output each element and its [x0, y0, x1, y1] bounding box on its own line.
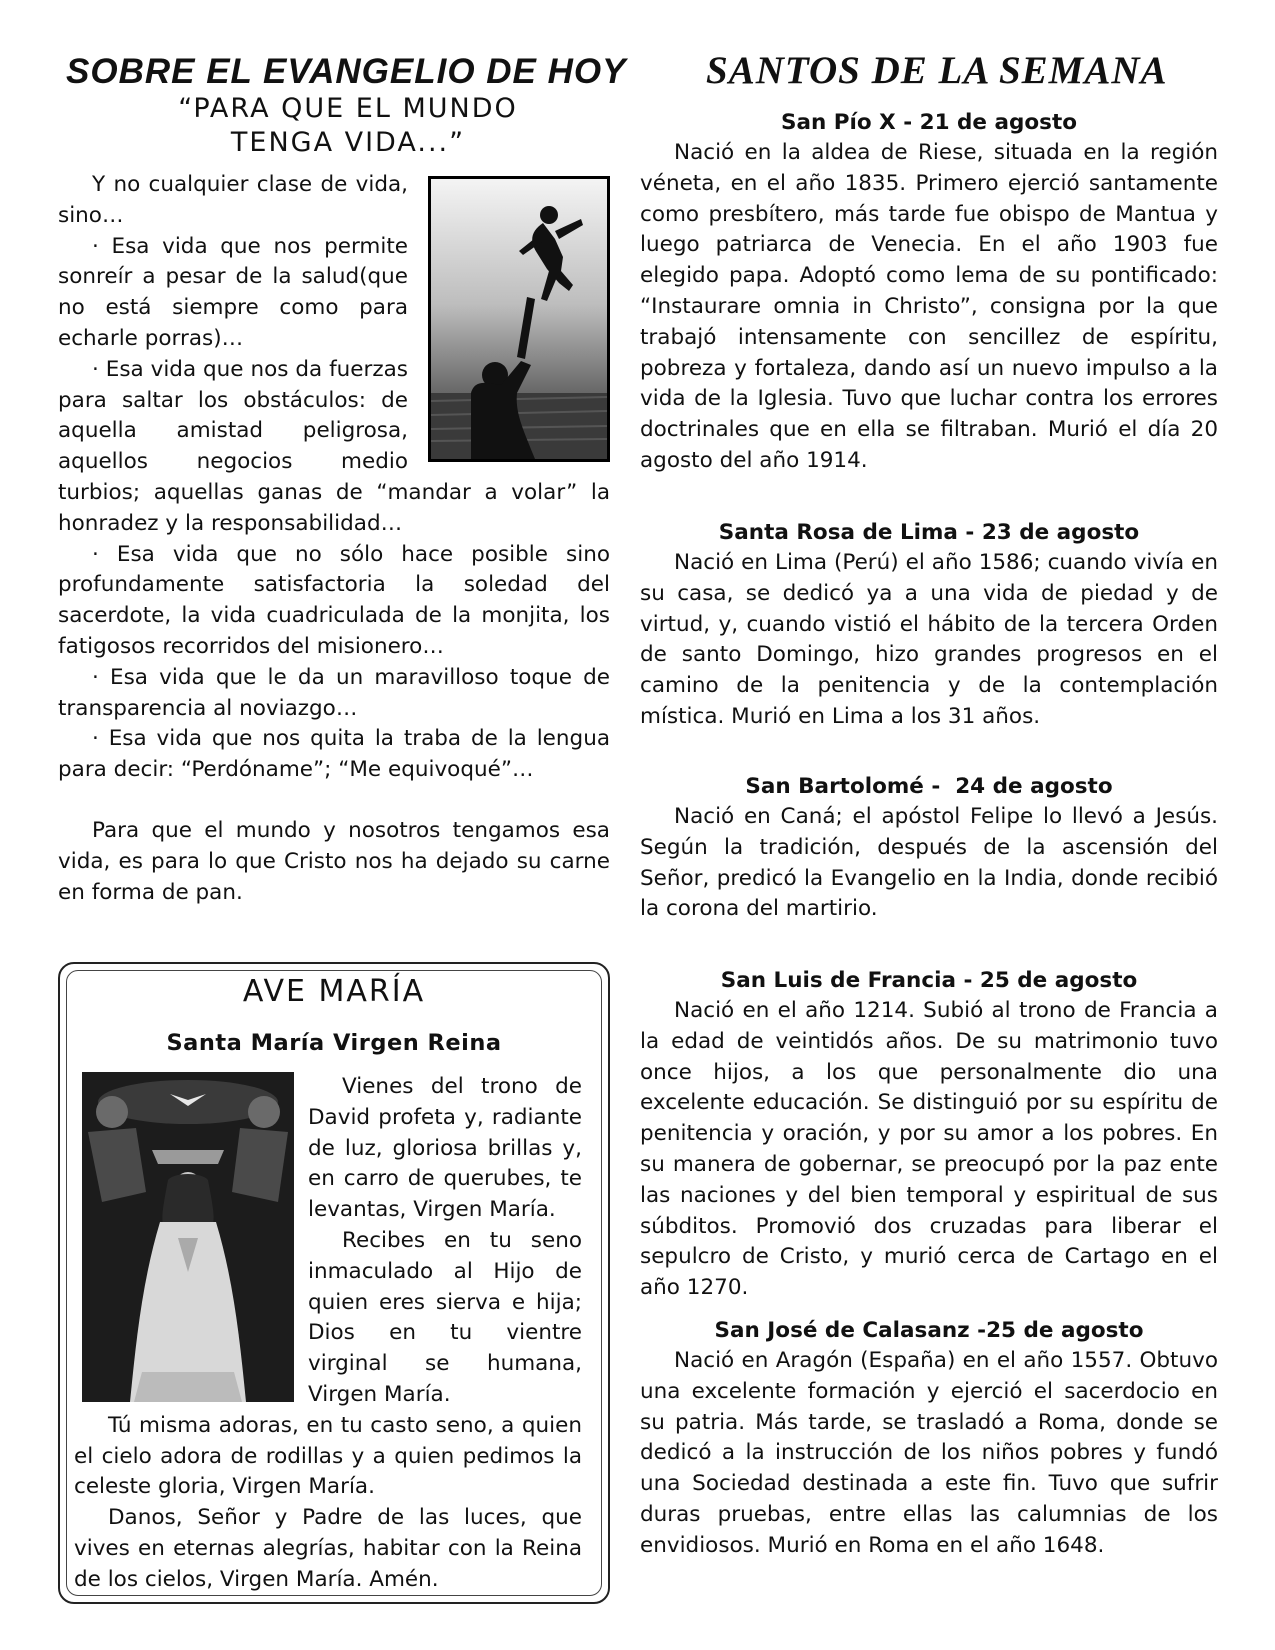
parent-child-silhouette-photo [428, 176, 610, 462]
gospel-paragraph: · Esa vida que le da un maravilloso toque de transparencia al noviazgo… [58, 664, 610, 721]
ave-maria-stanza: Tú misma adoras, en tu casto seno, a quien el cielo adora de rodillas y a quien pedimos la celeste gloria, Virgen María. [74, 1412, 582, 1500]
gospel-subheading-line1: “PARA QUE EL MUNDO [178, 93, 518, 124]
gospel-paragraph: · Esa vida que no sólo hace posible sino profundamente satisfactoria la soledad del sacerdote, la vida cuadriculada de la monjita, los fatigosos recorridos del misionero… [58, 541, 610, 659]
saint-entry [640, 108, 1218, 477]
ave-maria-stanza: Danos, Señor y Padre de las luces, que vives en eternas alegrías, habitar con la Reina de los cielos, Virgen María. Amén. [74, 1505, 582, 1592]
saint-text: Nació en Aragón (España) en el año 1557. Obtuvo una excelente formación y ejerció el sacerdocio en su patria. Más tarde, se trasladó a Roma, donde se dedicó a la instrucción de los niños pobres y fundó una Sociedad destinada a este fin. Tuvo que sufrir duras pruebas, entre ellas las calumnias de los envidiosos. Murió en Roma en el año 1648. [640, 1348, 1218, 1558]
saint-text: Nació en el año 1214. Subió al trono de Francia a la edad de veintidós años. De su matrimonio tuvo once hijos, a los que personalmente dio una excelente educación. Se distinguió por su espíritu de penitencia y oración, y por su amor a los pobres. En su manera de gobernar, se preocupó por la paz ente las naciones y del bien temporal y espiritual de sus súbditos. Promovió dos cruzadas para liberar el sepulcro de Cristo, y murió cerca de Cartago en el año 1270. [640, 998, 1218, 1301]
gospel-heading: SOBRE EL EVANGELIO DE HOY [66, 52, 627, 91]
gospel-paragraph: · Esa vida que nos quita la traba de la lengua para decir: “Perdóname”; “Me equivoqué”… [58, 726, 610, 783]
ave-maria-stanza: Vienes del trono de David profeta y, radiante de luz, gloriosa brillas y, en carro de querubes, te levantas, Virgen María. [308, 1074, 582, 1223]
saint-title: San Pío X - 21 de agosto [780, 110, 1077, 135]
coronation-of-virgin-painting [82, 1072, 294, 1402]
saint-title: Santa Rosa de Lima - 23 de agosto [718, 520, 1140, 545]
saints-heading: SANTOS DE LA SEMANA [706, 49, 1168, 92]
ave-maria-box [58, 962, 610, 1604]
gospel-text [58, 170, 610, 908]
gospel-paragraph: Y no cualquier clase de vida, sino… [58, 172, 408, 228]
saint-title: San José de Calasanz -25 de agosto [714, 1318, 1144, 1343]
gospel-subheading-line2: TENGA VIDA...” [230, 127, 466, 158]
saint-title: San Bartolomé - 24 de agosto [745, 774, 1113, 799]
saint-entry [640, 518, 1218, 733]
saint-title: San Luis de Francia - 25 de agosto [720, 968, 1138, 993]
saint-text: Nació en Lima (Perú) el año 1586; cuando vivía en su casa, se dedicó ya a una vida de piedad y de virtud, y, cuando vistió el hábito de la tercera Orden de santo Domingo, hizo grandes progresos en el camino de la penitencia y de la contemplación mística. Murió en Lima a los 31 años. [640, 550, 1218, 729]
saint-text: Nació en Caná; el apóstol Felipe lo llevó a Jesús. Según la tradición, después de la ascensión del Señor, predicó la Evangelio en la India, donde recibió la corona del martirio. [640, 804, 1218, 922]
ave-maria-text [74, 1072, 582, 1596]
saint-entry [640, 772, 1218, 925]
gospel-closing-paragraph: Para que el mundo y nosotros tengamos esa vida, es para lo que Cristo nos ha dejado su carne en forma de pan. [58, 817, 610, 905]
ave-maria-title: AVE MARÍA [242, 974, 426, 1009]
ave-maria-subtitle: Santa María Virgen Reina [166, 1030, 502, 1056]
gospel-paragraph: · Esa vida que nos da fuerzas para saltar los obstáculos: de aquella amistad peligrosa, aquellos negocios medio turbios; aquellas ganas de “mandar a volar” la honradez y la responsabilidad… [58, 356, 610, 536]
saint-entry [640, 966, 1218, 1304]
ave-maria-stanza: Recibes en tu seno inmaculado al Hijo de quien eres sierva e hija; Dios en tu vientre virginal se humana, Virgen María. [308, 1227, 582, 1407]
saint-text: Nació en la aldea de Riese, situada en la región véneta, en el año 1835. Primero ejerció santamente como presbítero, más tarde fue obispo de Mantua y luego patriarca de Venecia. En el año 1903 fue elegido papa. Adoptó como lema de su pontificado: “Instaurare omnia in Christo”, consigna por la que trabajó intensamente con sencillez de espíritu, pobreza y fortaleza, dando así un nuevo impulso a la vida de la Iglesia. Tuvo que luchar contra los errores doctrinales que en ella se filtraban. Murió el día 20 agosto del año 1914. [640, 140, 1218, 473]
gospel-paragraph: · Esa vida que nos permite sonreír a pesar de la salud(que no está siempre como para echarle porras)… [58, 233, 408, 351]
saint-entry [640, 1316, 1218, 1562]
